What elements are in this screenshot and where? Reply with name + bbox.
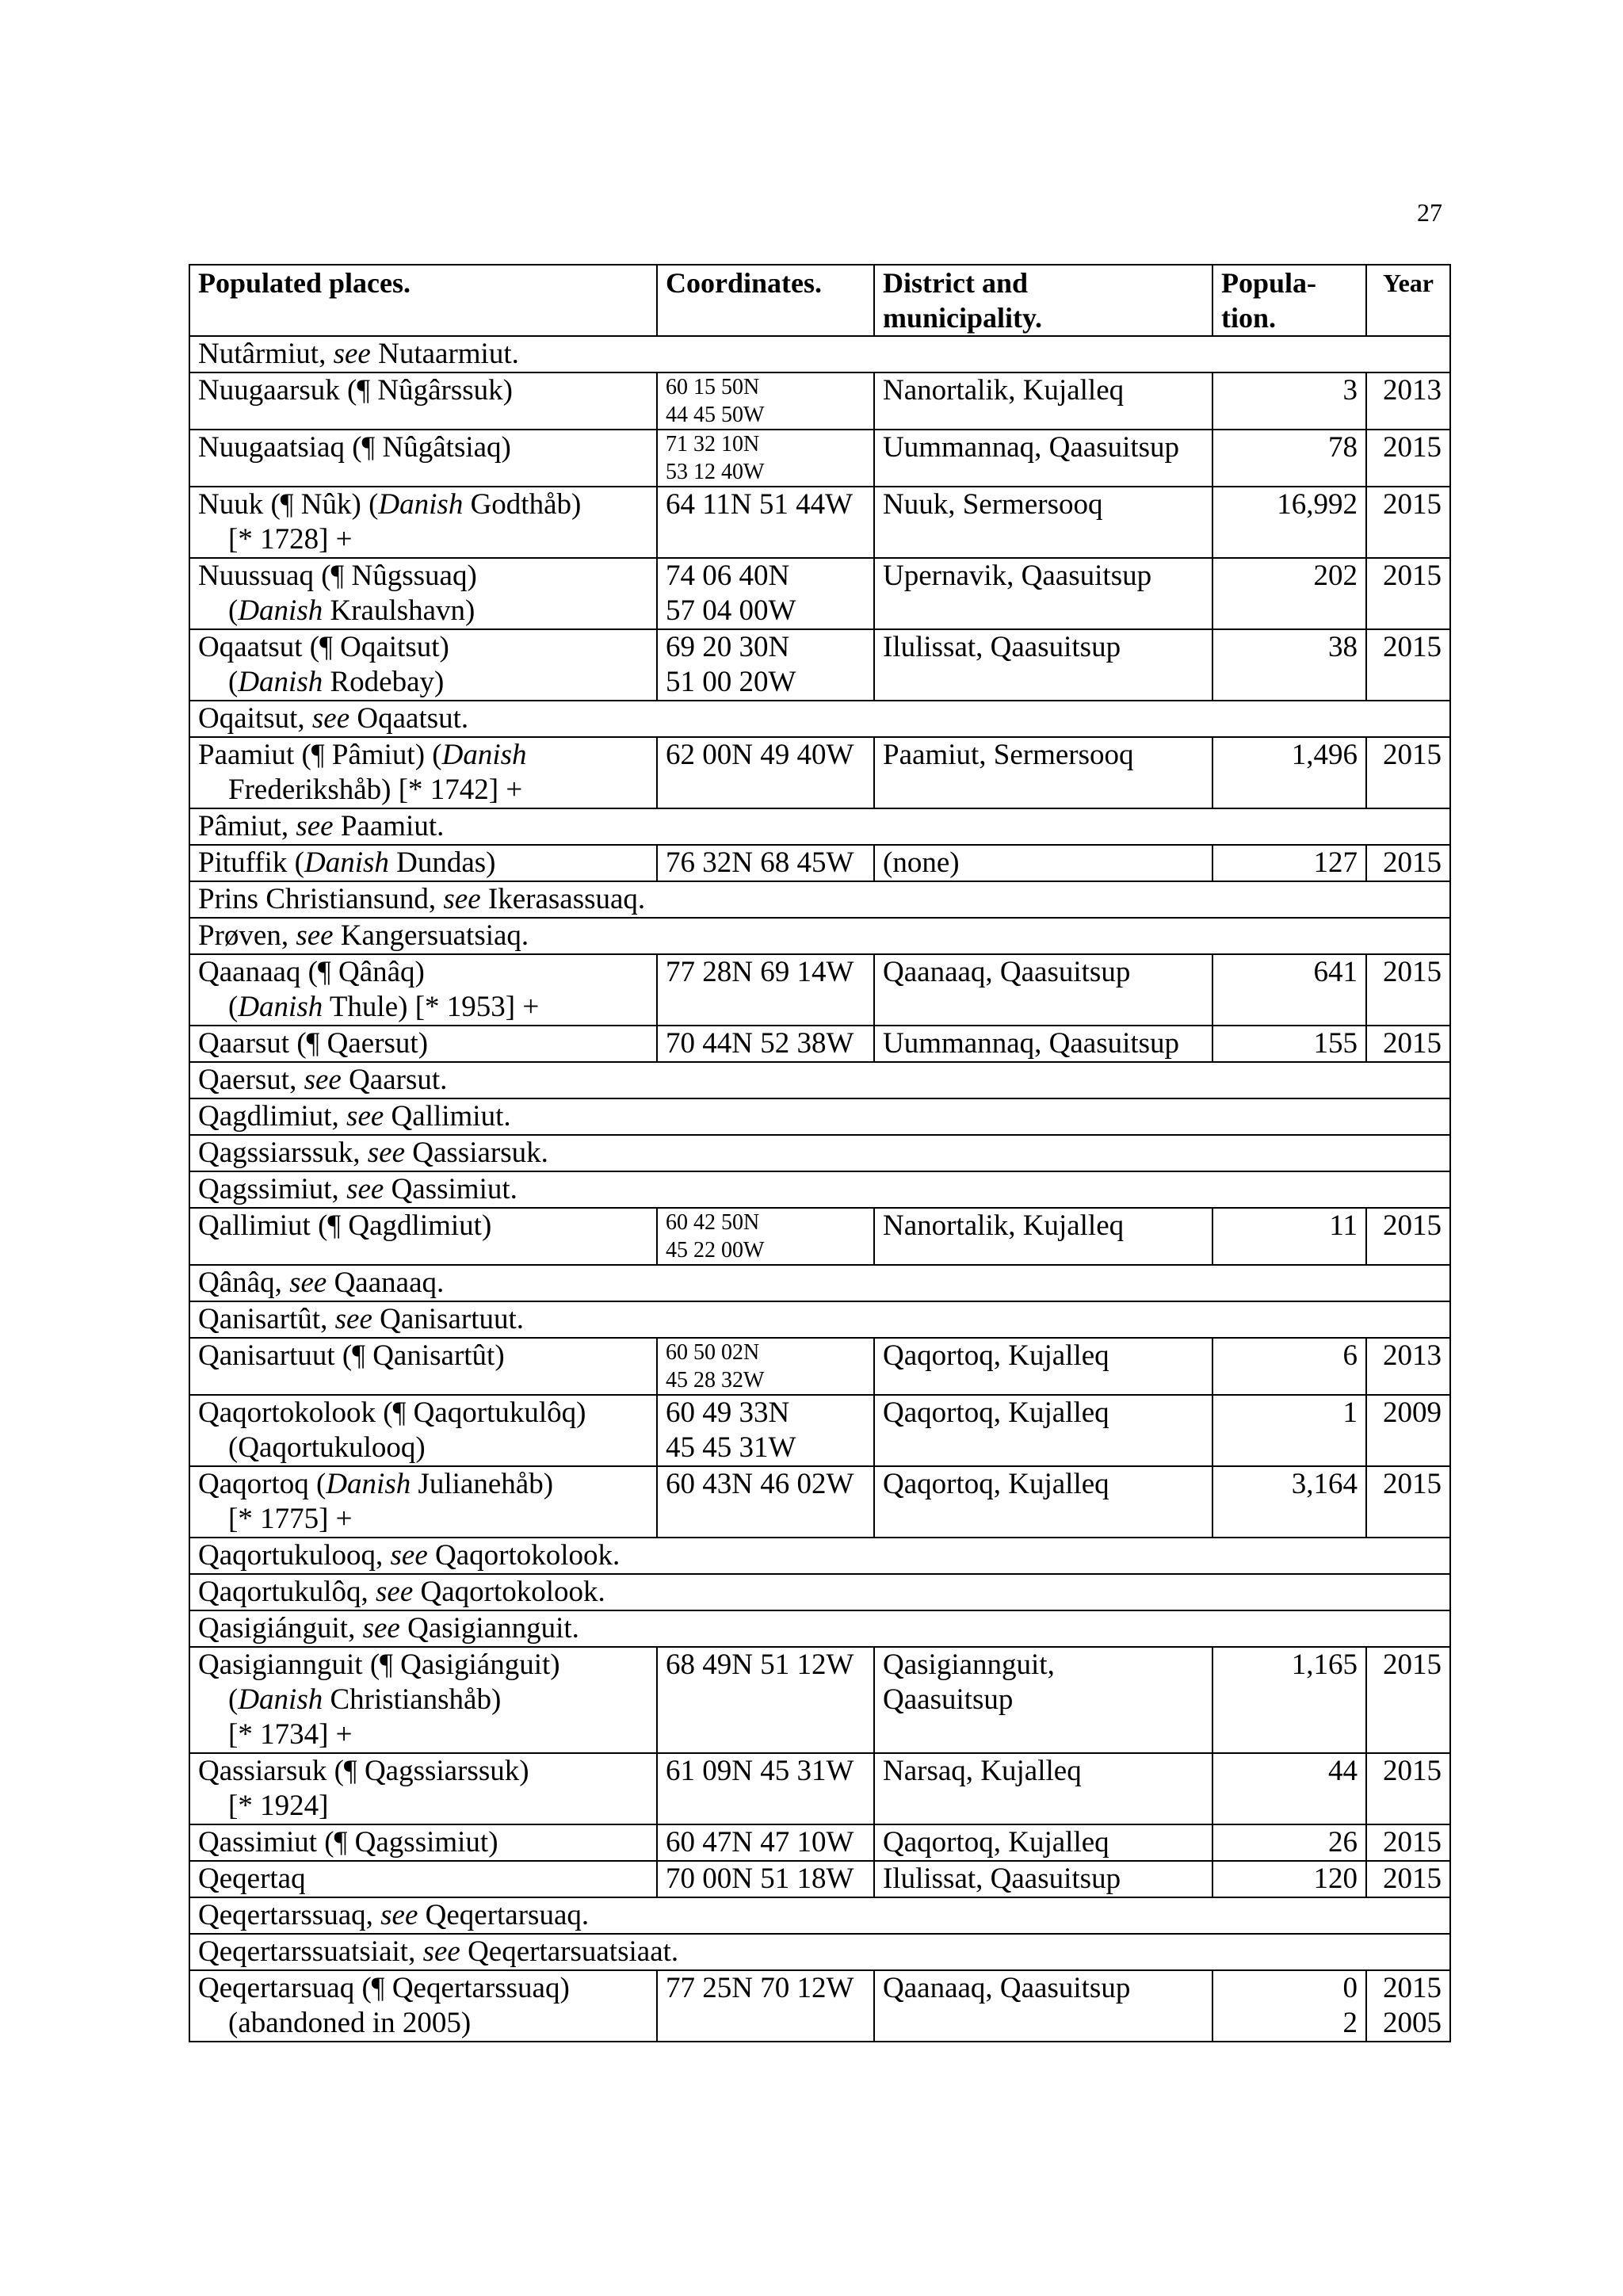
place-name-line: Nuussuaq (¶ Nûgssuaq): [198, 560, 477, 592]
table-row: [189, 1647, 1450, 1753]
place-name-cell: [189, 1208, 657, 1265]
population-cell: 155: [1212, 1026, 1366, 1062]
place-name-line: Qanisartuut (¶ Qanisartût): [198, 1339, 505, 1372]
population-cell: 1,496: [1212, 737, 1366, 808]
population-cell: 38: [1212, 629, 1366, 701]
see-label: see: [346, 1100, 384, 1133]
district-cell: Qaqortoq, Kujalleq: [874, 1466, 1212, 1538]
population-cell: 202: [1212, 558, 1366, 629]
table-row: [189, 1466, 1450, 1538]
population-cell: 6: [1212, 1338, 1366, 1395]
year-cell: 2015: [1366, 558, 1450, 629]
place-name-line: Qasigiannguit (¶ Qasigiánguit): [198, 1648, 560, 1681]
year-cell: 2015: [1366, 1026, 1450, 1062]
see-target: Kangersuatsiaq.: [333, 919, 529, 952]
cross-reference-row: [189, 1538, 1450, 1574]
cross-reference-row: [189, 1934, 1450, 1970]
header-row: [189, 265, 1450, 336]
place-name-cell: [189, 1647, 657, 1753]
place-name-line: (Danish Thule) [* 1953] +: [228, 991, 540, 1023]
place-name-line: Qaqortoq (Danish Julianehåb): [198, 1468, 554, 1500]
coordinates-cell: 69 20 30N 51 00 20W: [657, 629, 874, 701]
cross-reference-row: [189, 808, 1450, 845]
cross-reference-cell: [189, 1171, 1450, 1208]
place-name-line: [* 1728] +: [228, 523, 353, 556]
cross-reference-cell: [189, 918, 1450, 954]
table-row: [189, 1338, 1450, 1395]
place-name-line: Qaanaaq (¶ Qânâq): [198, 956, 425, 988]
population-cell: 44: [1212, 1753, 1366, 1824]
place-name-cell: [189, 845, 657, 881]
place-name-line: Oqaatsut (¶ Oqaitsut): [198, 631, 449, 663]
coordinates-cell: 64 11N 51 44W: [657, 487, 874, 558]
coordinates-cell: 61 09N 45 31W: [657, 1753, 874, 1824]
place-name-cell: [189, 487, 657, 558]
see-label: see: [376, 1576, 414, 1608]
population-cell: 3,164: [1212, 1466, 1366, 1538]
district-cell: (none): [874, 845, 1212, 881]
see-target: Qallimiut.: [384, 1100, 511, 1133]
cross-reference-row: [189, 1265, 1450, 1301]
year-cell: 2015: [1366, 1753, 1450, 1824]
cross-reference-cell: [189, 1301, 1450, 1338]
cross-reference-row: [189, 918, 1450, 954]
cross-reference-row: [189, 1574, 1450, 1610]
table-row: [189, 1824, 1450, 1861]
variant-name: Qaqortukulôq,: [198, 1576, 376, 1608]
table-row: [189, 845, 1450, 881]
place-name-cell: [189, 1466, 657, 1538]
table-row: [189, 1208, 1450, 1265]
coordinates-cell: 70 44N 52 38W: [657, 1026, 874, 1062]
year-cell: 2015: [1366, 1861, 1450, 1897]
district-cell: Qaqortoq, Kujalleq: [874, 1338, 1212, 1395]
year-cell: 2009: [1366, 1395, 1450, 1466]
population-cell: 78: [1212, 430, 1366, 487]
variant-name: Qanisartût,: [198, 1303, 335, 1335]
population-cell: 641: [1212, 954, 1366, 1026]
year-cell: 2015 2005: [1366, 1970, 1450, 2042]
cross-reference-cell: [189, 1610, 1450, 1647]
district-cell: Narsaq, Kujalleq: [874, 1753, 1212, 1824]
population-cell: 1: [1212, 1395, 1366, 1466]
table-row: [189, 629, 1450, 701]
header-populated-places: Populated places.: [189, 265, 657, 336]
gazetteer-table: [189, 264, 1451, 2042]
variant-name: Qagssimiut,: [198, 1173, 347, 1205]
coordinates-cell: 60 49 33N 45 45 31W: [657, 1395, 874, 1466]
place-name-line: [* 1924]: [228, 1790, 329, 1822]
district-cell: Qaanaaq, Qaasuitsup: [874, 954, 1212, 1026]
see-label: see: [289, 1266, 327, 1299]
place-name-cell: [189, 558, 657, 629]
coordinates-cell: 60 43N 46 02W: [657, 1466, 874, 1538]
district-cell: Nuuk, Sermersooq: [874, 487, 1212, 558]
coordinates-cell: 62 00N 49 40W: [657, 737, 874, 808]
table-row: [189, 1970, 1450, 2042]
variant-name: Qagssiarssuk,: [198, 1137, 368, 1169]
place-name-line: Qeqertaq: [198, 1862, 306, 1895]
variant-name: Qaqortukulooq,: [198, 1539, 391, 1572]
cross-reference-row: [189, 1062, 1450, 1098]
coordinates-cell: 60 42 50N 45 22 00W: [657, 1208, 874, 1265]
year-cell: 2015: [1366, 1824, 1450, 1861]
see-target: Nutaarmiut.: [370, 338, 519, 370]
district-cell: Paamiut, Sermersooq: [874, 737, 1212, 808]
place-name-cell: [189, 1753, 657, 1824]
see-label: see: [443, 883, 481, 915]
header-population: Popula- tion.: [1212, 265, 1366, 336]
year-cell: 2015: [1366, 737, 1450, 808]
population-cell: 3: [1212, 372, 1366, 430]
cross-reference-cell: [189, 808, 1450, 845]
place-name-line: (Danish Kraulshavn): [228, 594, 475, 627]
variant-name: Qeqertarssuaq,: [198, 1899, 381, 1931]
district-cell: Uummannaq, Qaasuitsup: [874, 1026, 1212, 1062]
place-name-line: [* 1775] +: [228, 1503, 353, 1535]
place-name-cell: [189, 1970, 657, 2042]
coordinates-cell: 76 32N 68 45W: [657, 845, 874, 881]
cross-reference-cell: [189, 1062, 1450, 1098]
table-row: [189, 487, 1450, 558]
see-target: Qeqertarsuaq.: [418, 1899, 590, 1931]
district-cell: Uummannaq, Qaasuitsup: [874, 430, 1212, 487]
year-cell: 2015: [1366, 487, 1450, 558]
coordinates-cell: 70 00N 51 18W: [657, 1861, 874, 1897]
header-coordinates: Coordinates.: [657, 265, 874, 336]
cross-reference-row: [189, 1610, 1450, 1647]
page-number: 27: [1417, 198, 1442, 227]
population-cell: 0 2: [1212, 1970, 1366, 2042]
year-cell: 2015: [1366, 629, 1450, 701]
year-cell: 2015: [1366, 954, 1450, 1026]
place-name-cell: [189, 1026, 657, 1062]
district-cell: Qaqortoq, Kujalleq: [874, 1824, 1212, 1861]
see-label: see: [346, 1173, 384, 1205]
population-cell: 120: [1212, 1861, 1366, 1897]
coordinates-cell: 60 15 50N 44 45 50W: [657, 372, 874, 430]
year-cell: 2015: [1366, 1466, 1450, 1538]
table-row: [189, 1026, 1450, 1062]
place-name-line: Qaarsut (¶ Qaersut): [198, 1027, 429, 1060]
variant-name: Qânâq,: [198, 1266, 290, 1299]
cross-reference-cell: [189, 881, 1450, 918]
district-cell: Qaqortoq, Kujalleq: [874, 1395, 1212, 1466]
cross-reference-cell: [189, 1135, 1450, 1171]
cross-reference-row: [189, 1135, 1450, 1171]
see-label: see: [362, 1612, 400, 1645]
coordinates-cell: 71 32 10N 53 12 40W: [657, 430, 874, 487]
table-row: [189, 954, 1450, 1026]
table-row: [189, 430, 1450, 487]
place-name-line: Qassimiut (¶ Qagssimiut): [198, 1826, 498, 1859]
place-name-line: Nuuk (¶ Nûk) (Danish Godthåb): [198, 488, 582, 521]
cross-reference-cell: [189, 1538, 1450, 1574]
cross-reference-row: [189, 1171, 1450, 1208]
see-target: Oqaatsut.: [349, 702, 469, 735]
year-cell: 2013: [1366, 1338, 1450, 1395]
table-row: [189, 372, 1450, 430]
see-target: Qanisartuut.: [372, 1303, 524, 1335]
cross-reference-row: [189, 1301, 1450, 1338]
place-name-cell: [189, 1395, 657, 1466]
variant-name: Nutârmiut,: [198, 338, 334, 370]
table-row: [189, 737, 1450, 808]
place-name-line: (Danish Rodebay): [228, 666, 445, 698]
cross-reference-row: [189, 336, 1450, 372]
year-cell: 2013: [1366, 372, 1450, 430]
population-cell: 127: [1212, 845, 1366, 881]
district-cell: Ilulissat, Qaasuitsup: [874, 1861, 1212, 1897]
cross-reference-row: [189, 1098, 1450, 1135]
cross-reference-cell: [189, 1934, 1450, 1970]
place-name-cell: [189, 954, 657, 1026]
place-name-line: Qallimiut (¶ Qagdlimiut): [198, 1209, 492, 1242]
see-label: see: [311, 702, 350, 735]
see-label: see: [296, 919, 334, 952]
cross-reference-cell: [189, 701, 1450, 737]
place-name-line: Paamiut (¶ Pâmiut) (Danish: [198, 739, 527, 771]
coordinates-cell: 68 49N 51 12W: [657, 1647, 874, 1753]
place-name-cell: [189, 372, 657, 430]
cross-reference-cell: [189, 1897, 1450, 1934]
see-target: Qassimiut.: [384, 1173, 517, 1205]
population-cell: 26: [1212, 1824, 1366, 1861]
place-name-line: Nuugaarsuk (¶ Nûgârssuk): [198, 374, 513, 407]
place-name-line: Frederikshåb) [* 1742] +: [228, 774, 523, 806]
see-target: Paamiut.: [333, 810, 445, 842]
population-cell: 11: [1212, 1208, 1366, 1265]
table-body: [189, 336, 1450, 2042]
cross-reference-cell: [189, 1098, 1450, 1135]
table-row: [189, 1753, 1450, 1824]
table-row: [189, 1861, 1450, 1897]
district-cell: Qaanaaq, Qaasuitsup: [874, 1970, 1212, 2042]
header-year: Year: [1366, 265, 1450, 336]
coordinates-cell: 77 28N 69 14W: [657, 954, 874, 1026]
population-cell: 16,992: [1212, 487, 1366, 558]
coordinates-cell: 77 25N 70 12W: [657, 1970, 874, 2042]
see-target: Qaqortokolook.: [413, 1576, 605, 1608]
cross-reference-cell: [189, 336, 1450, 372]
year-cell: 2015: [1366, 1647, 1450, 1753]
see-target: Qasigiannguit.: [399, 1612, 579, 1645]
coordinates-cell: 74 06 40N 57 04 00W: [657, 558, 874, 629]
see-label: see: [422, 1935, 460, 1968]
cross-reference-row: [189, 1897, 1450, 1934]
header-district: District and municipality.: [874, 265, 1212, 336]
place-name-cell: [189, 1861, 657, 1897]
variant-name: Qeqertarssuatsiait,: [198, 1935, 423, 1968]
place-name-line: [* 1734] +: [228, 1718, 353, 1751]
variant-name: Prøven,: [198, 919, 296, 952]
see-target: Qassiarsuk.: [405, 1137, 548, 1169]
district-cell: Upernavik, Qaasuitsup: [874, 558, 1212, 629]
place-name-line: Pituffik (Danish Dundas): [198, 846, 496, 879]
place-name-cell: [189, 629, 657, 701]
cross-reference-cell: [189, 1574, 1450, 1610]
district-cell: Qasigiannguit, Qaasuitsup: [874, 1647, 1212, 1753]
place-name-line: (Qaqortukulooq): [228, 1431, 426, 1464]
cross-reference-row: [189, 701, 1450, 737]
see-target: Qeqertarsuatsiaat.: [460, 1935, 679, 1968]
table-row: [189, 558, 1450, 629]
see-label: see: [334, 1303, 372, 1335]
district-cell: Ilulissat, Qaasuitsup: [874, 629, 1212, 701]
variant-name: Pâmiut,: [198, 810, 296, 842]
cross-reference-row: [189, 881, 1450, 918]
see-target: Ikerasassuaq.: [480, 883, 646, 915]
see-target: Qaqortokolook.: [427, 1539, 621, 1572]
see-target: Qaarsut.: [341, 1064, 448, 1096]
see-label: see: [367, 1137, 406, 1169]
coordinates-cell: 60 50 02N 45 28 32W: [657, 1338, 874, 1395]
table-row: [189, 1395, 1450, 1466]
year-cell: 2015: [1366, 845, 1450, 881]
see-label: see: [390, 1539, 428, 1572]
variant-name: Prins Christiansund,: [198, 883, 444, 915]
coordinates-cell: 60 47N 47 10W: [657, 1824, 874, 1861]
place-name-cell: [189, 430, 657, 487]
variant-name: Qasigiánguit,: [198, 1612, 363, 1645]
see-label: see: [380, 1899, 418, 1931]
place-name-cell: [189, 1338, 657, 1395]
variant-name: Qagdlimiut,: [198, 1100, 347, 1133]
place-name-cell: [189, 1824, 657, 1861]
place-name-line: (abandoned in 2005): [228, 2007, 472, 2039]
place-name-line: Nuugaatsiaq (¶ Nûgâtsiaq): [198, 431, 511, 464]
place-name-cell: [189, 737, 657, 808]
place-name-line: (Danish Christianshåb): [228, 1683, 502, 1716]
district-cell: Nanortalik, Kujalleq: [874, 372, 1212, 430]
year-cell: 2015: [1366, 430, 1450, 487]
place-name-line: Qaqortokolook (¶ Qaqortukulôq): [198, 1396, 586, 1429]
see-label: see: [296, 810, 334, 842]
cross-reference-cell: [189, 1265, 1450, 1301]
district-cell: Nanortalik, Kujalleq: [874, 1208, 1212, 1265]
place-name-line: Qassiarsuk (¶ Qagssiarssuk): [198, 1755, 529, 1787]
see-label: see: [333, 338, 371, 370]
variant-name: Qaersut,: [198, 1064, 304, 1096]
year-cell: 2015: [1366, 1208, 1450, 1265]
see-target: Qaanaaq.: [327, 1266, 445, 1299]
population-cell: 1,165: [1212, 1647, 1366, 1753]
place-name-line: Qeqertarsuaq (¶ Qeqertarssuaq): [198, 1972, 570, 2004]
see-label: see: [304, 1064, 342, 1096]
variant-name: Oqaitsut,: [198, 702, 312, 735]
